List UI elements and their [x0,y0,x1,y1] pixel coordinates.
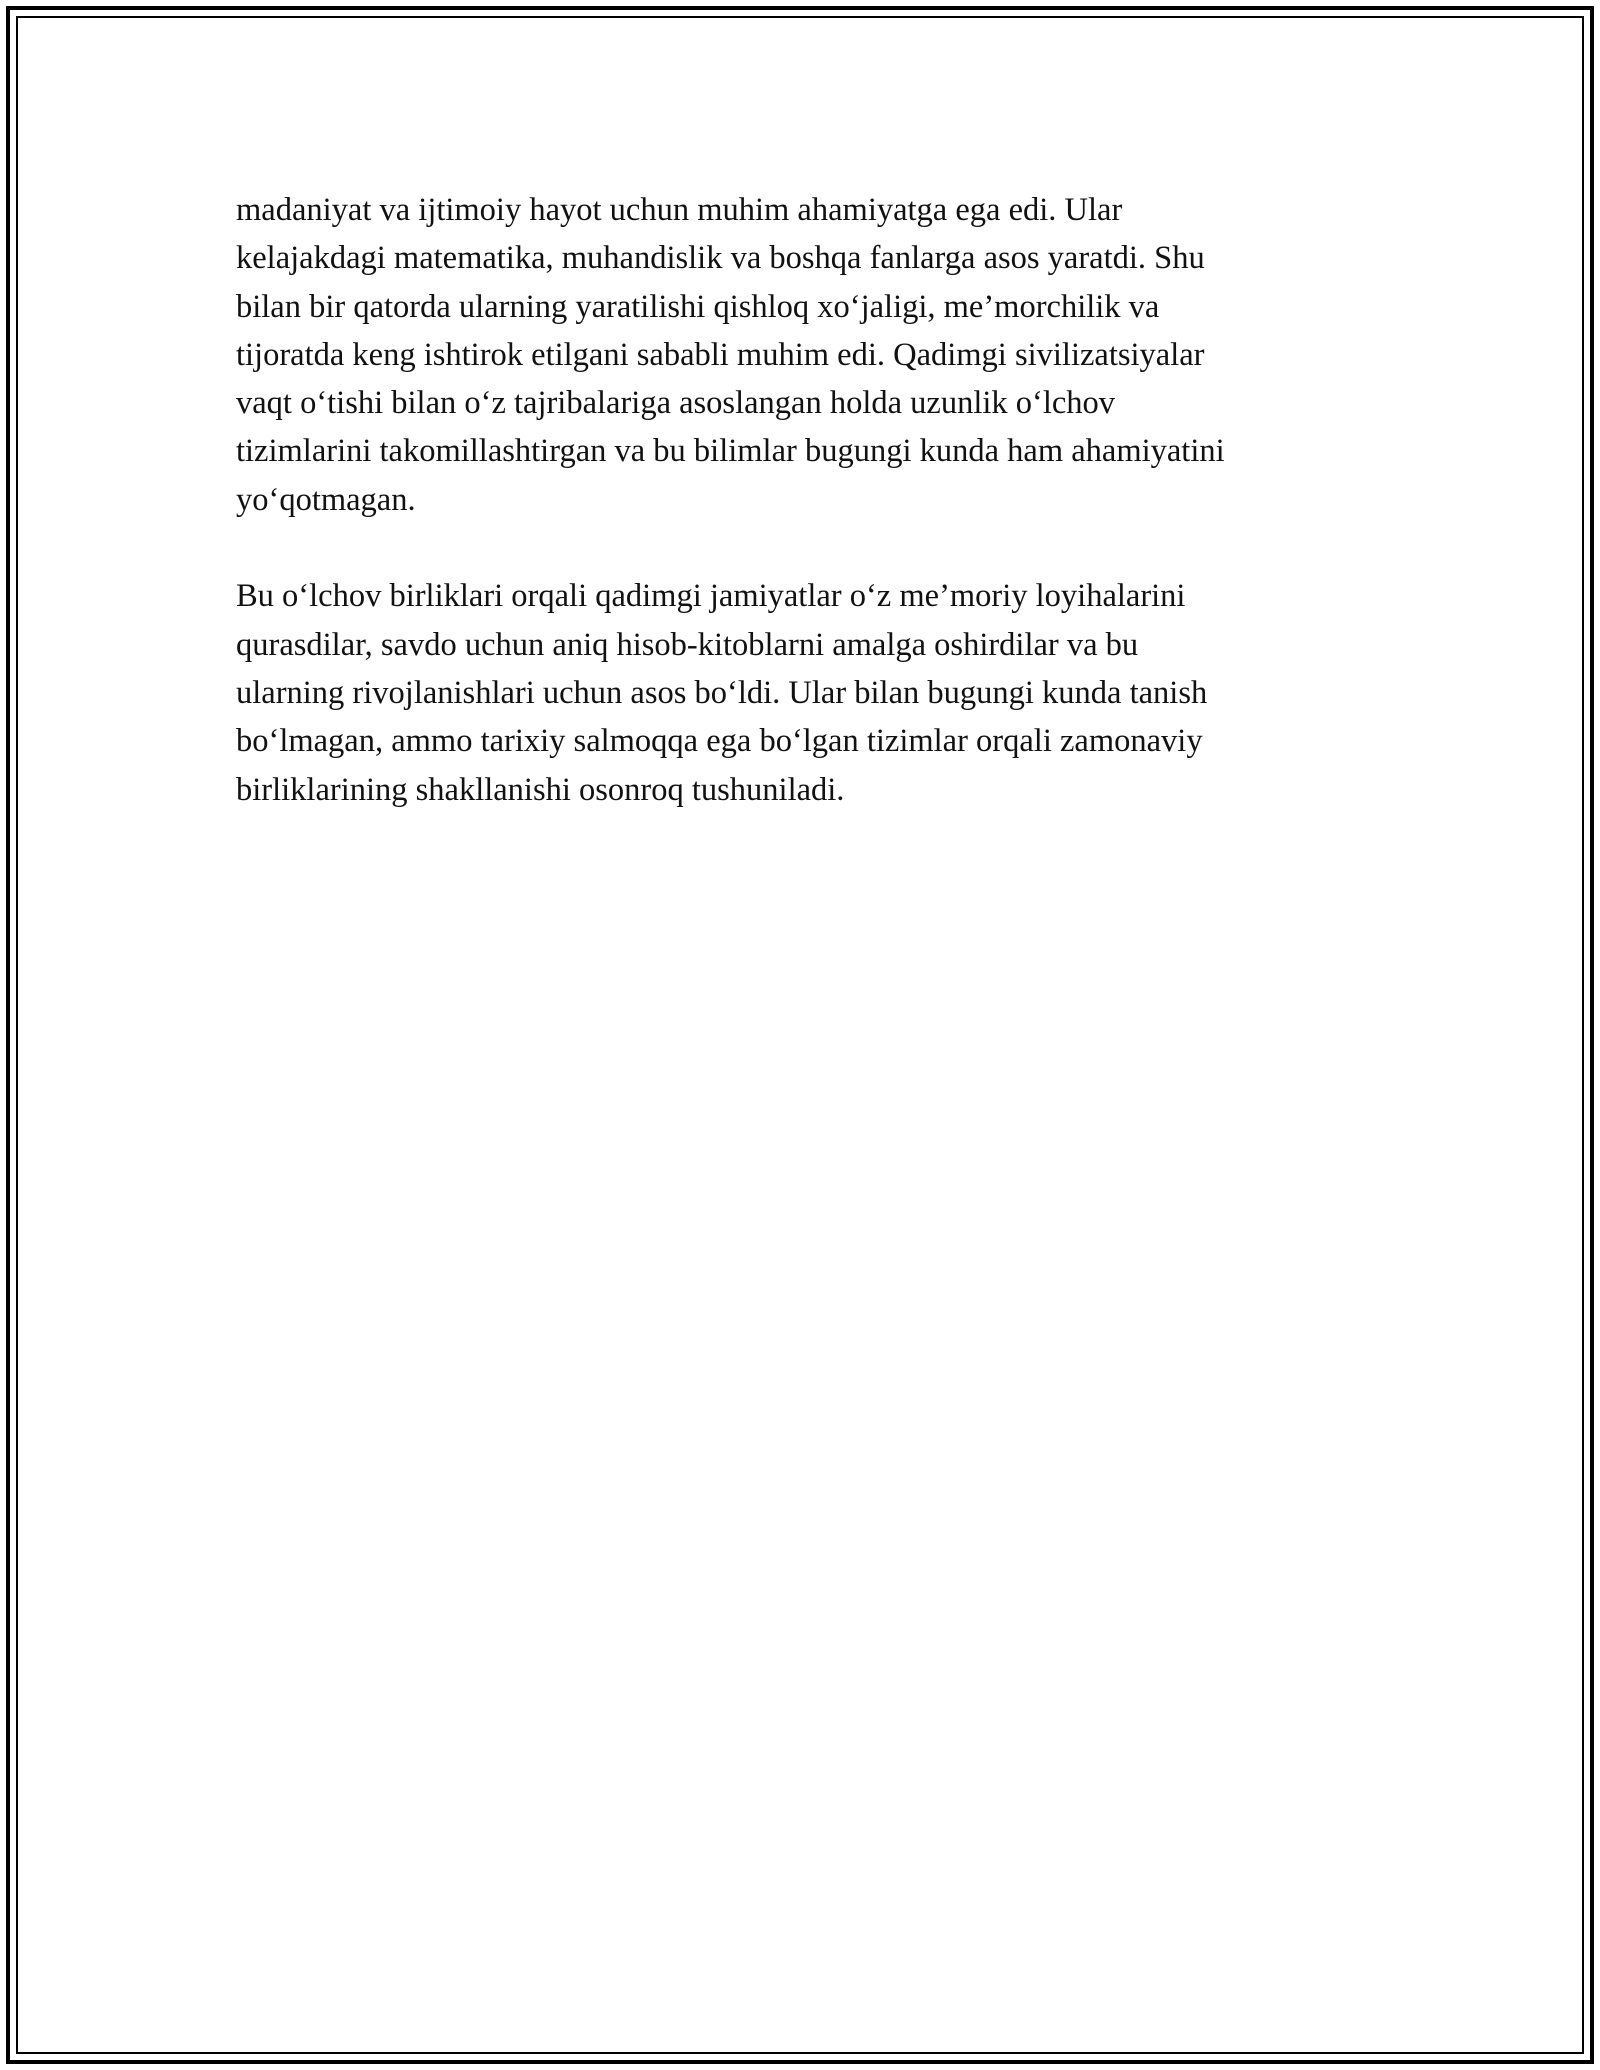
paragraph-2 [236,572,1376,813]
text-line: Bu o‘lchov birliklari orqali qadimgi jamiyatlar o‘z me’moriy loyihalarini [236,578,1186,615]
text-line: tijoratda keng ishtirok etilgani sababli muhim edi. Qadimgi sivilizatsiyalar [236,336,1205,373]
text-line: bilan bir qatorda ularning yaratilishi qishloq xo‘jaligi, me’morchilik va [236,288,1160,325]
text-line: bo‘lmagan, ammo tarixiy salmoqqa ega bo‘lgan tizimlar orqali zamonaviy [236,723,1203,760]
text-line: vaqt o‘tishi bilan o‘z tajribalariga asoslangan holda uzunlik o‘lchov [236,385,1116,422]
text-line: qurasdilar, savdo uchun aniq hisob-kitoblarni amalga oshirdilar va bu [236,626,1139,663]
text-line: madaniyat va ijtimoiy hayot uchun muhim ahamiyatga ega edi. Ular [236,192,1123,228]
document-body [236,186,1376,862]
text-line: tizimlarini takomillashtirgan va bu bilimlar bugungi kunda ham ahamiyatini [236,433,1225,470]
text-line: kelajakdagi matematika, muhandislik va boshqa fanlarga asos yaratdi. Shu [236,240,1205,277]
paragraph-1 [236,186,1376,524]
text-line: ularning rivojlanishlari uchun asos bo‘ldi. Ular bilan bugungi kunda tanish [236,674,1208,711]
text-line: yo‘qotmagan. [236,481,416,518]
text-line: birliklarining shakllanishi osonroq tushuniladi. [236,771,845,808]
